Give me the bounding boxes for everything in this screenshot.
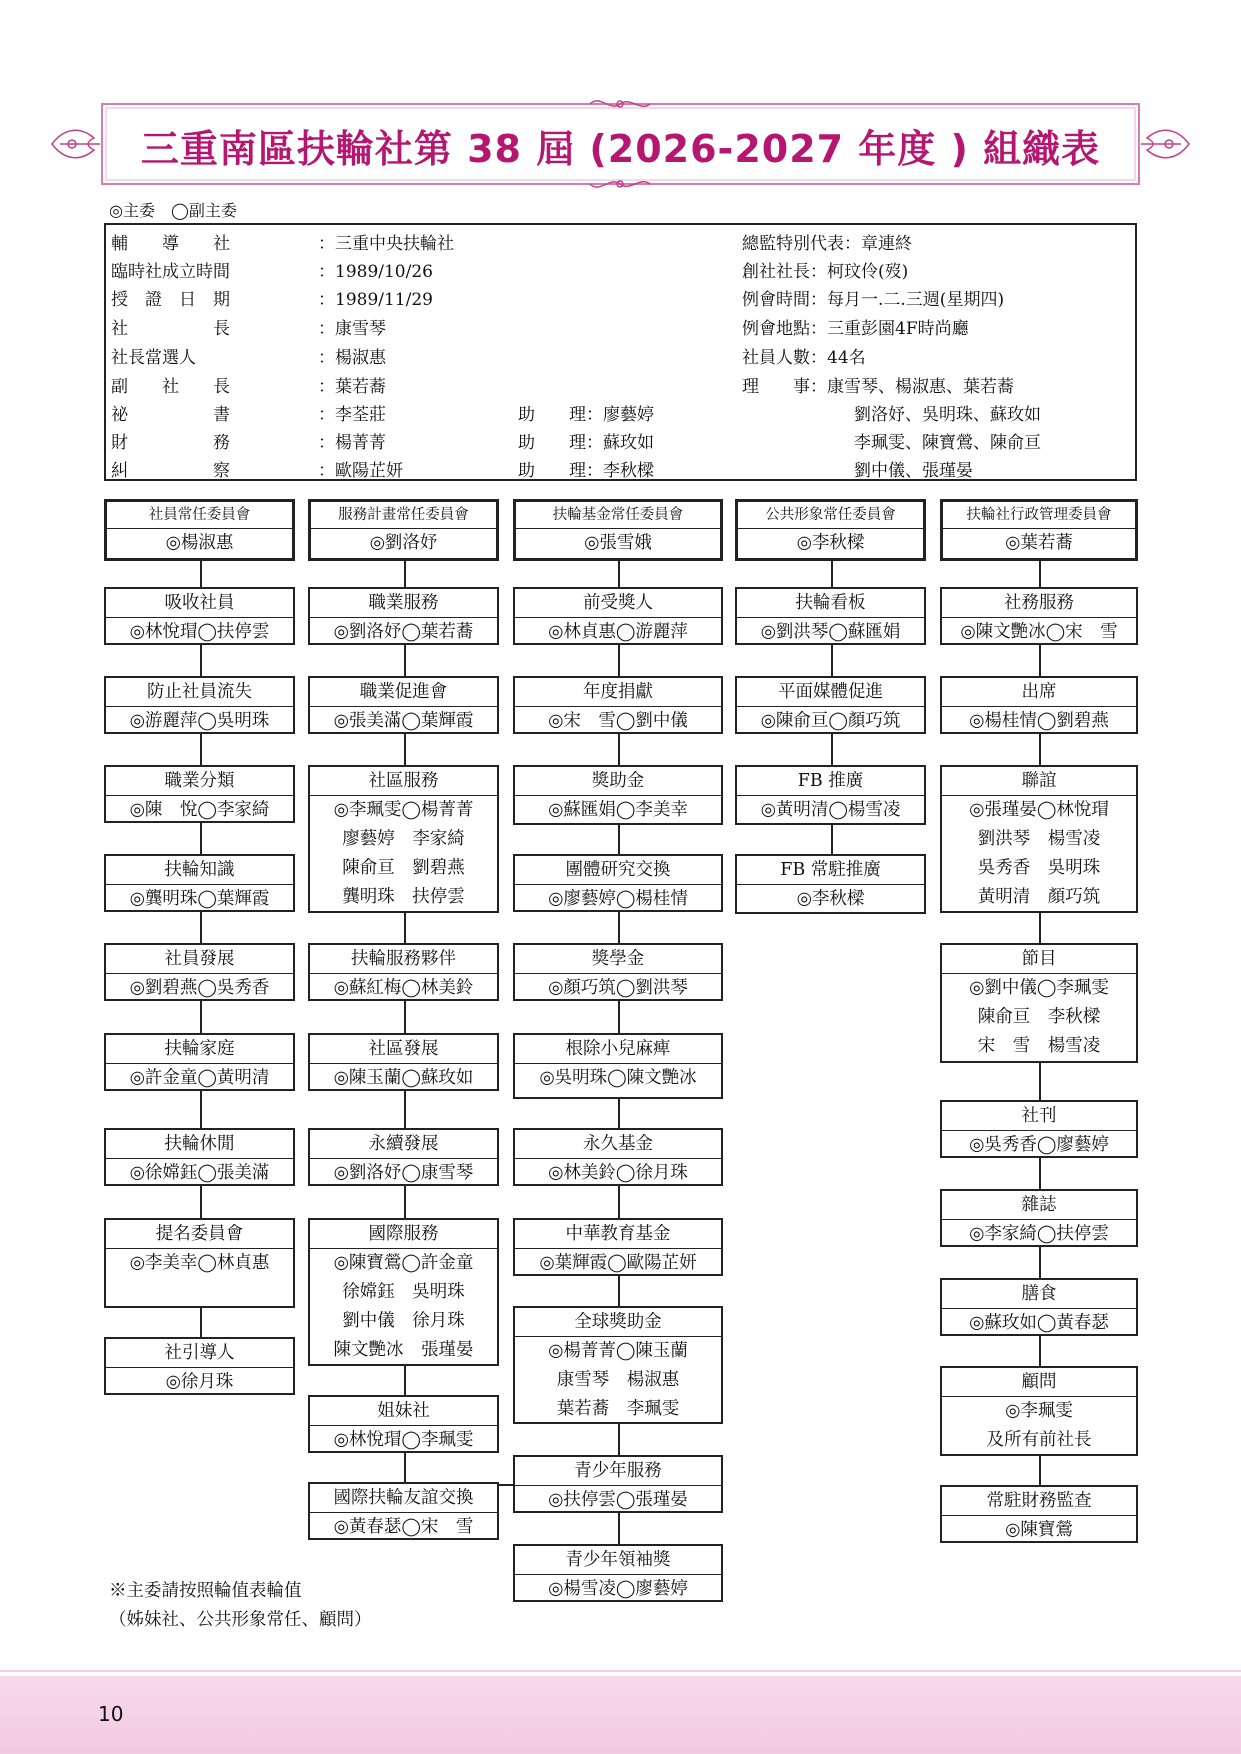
subcommittee-box (940, 1278, 1138, 1336)
subcommittee-members: ◎吳秀香◯廖藝婷 (969, 1135, 1109, 1155)
page-number: 10 (98, 1702, 124, 1726)
subcommittee-members: ◎張瑾晏◯林悅瑁 劉洪琴 楊雪凌 吳秀香 吳明珠 黃明清 顏巧筑 (969, 800, 1109, 907)
connector-line (1039, 1063, 1041, 1100)
subcommittee-box (940, 1485, 1138, 1543)
subcommittee-members: ◎吳明珠◯陳文艷冰 (539, 1068, 697, 1088)
subcommittee-name: 扶輪知識 (106, 856, 293, 885)
connector-line (618, 1099, 620, 1128)
subcommittee-name: 社務服務 (942, 589, 1136, 618)
info-assistant: 助 理：廖藝婷 (518, 405, 654, 425)
committee-name: 公共形象常任委員會 (738, 502, 923, 529)
subcommittee-name: 扶輪家庭 (106, 1035, 293, 1064)
subcommittee-members: ◎宋 雪◯劉中儀 (548, 711, 688, 731)
subcommittee-name: 提名委員會 (106, 1220, 293, 1249)
subcommittee-members: ◎陳文艷冰◯宋 雪 (960, 622, 1118, 642)
info-label: 授 證 日 期 (111, 290, 230, 310)
subcommittee-name: 扶輪看板 (737, 589, 924, 618)
connector-line (1039, 913, 1041, 943)
subcommittee-members: ◎蘇紅梅◯林美鈴 (333, 978, 474, 998)
info-value: ：楊淑惠 (318, 348, 386, 368)
subcommittee-box (308, 765, 499, 913)
subcommittee-box (735, 765, 926, 825)
subcommittee-name: 全球獎助金 (515, 1308, 721, 1337)
subcommittee-name: 社區發展 (310, 1035, 497, 1064)
info-value: ：歐陽芷妍 (318, 461, 403, 481)
club-info-box (104, 223, 1137, 481)
subcommittee-members: ◎楊雪凌◯廖藝婷 (548, 1579, 688, 1599)
connector-line (200, 645, 202, 676)
connector-line (831, 734, 833, 765)
subcommittee-box (940, 1366, 1138, 1456)
subcommittee-name: 顧問 (942, 1368, 1136, 1397)
connector-line (618, 1001, 620, 1033)
subcommittee-members: ◎林悅瑁◯扶停雲 (129, 622, 270, 642)
connector-line (200, 734, 202, 765)
committee-name: 社員常任委員會 (107, 502, 292, 529)
info-assistant: 助 理：蘇玫如 (518, 433, 654, 453)
subcommittee-members: ◎林美鈴◯徐月珠 (548, 1163, 688, 1183)
subcommittee-name: 社員發展 (106, 945, 293, 974)
subcommittee-box (104, 943, 295, 1001)
info-value: ：楊菁菁 (318, 433, 386, 453)
footer-band (0, 1676, 1241, 1754)
connector-line (404, 1366, 406, 1395)
subcommittee-members: ◎黃明清◯楊雪凌 (760, 800, 901, 820)
subcommittee-name: 出席 (942, 678, 1136, 707)
subcommittee-members: ◎劉碧燕◯吳秀香 (129, 978, 270, 998)
connector-line (831, 645, 833, 676)
subcommittee-name: 職業促進會 (310, 678, 497, 707)
info-assistant: 助 理：李秋樑 (518, 461, 654, 481)
subcommittee-box (513, 1306, 723, 1424)
info-label: 財 務 (111, 433, 230, 453)
connector-line (1039, 1158, 1041, 1189)
subcommittee-box (104, 676, 295, 734)
connector-line (404, 561, 406, 587)
subcommittee-box (104, 1218, 295, 1308)
connector-line (1039, 561, 1041, 587)
subcommittee-box (513, 1128, 723, 1186)
subcommittee-members: ◎扶停雲◯張瑾晏 (548, 1490, 688, 1510)
subcommittee-box (513, 765, 723, 825)
info-right: 例會時間：每月一.二.三週(星期四) (742, 290, 1005, 310)
subcommittee-box (735, 587, 926, 645)
subcommittee-members: ◎游麗萍◯吳明珠 (129, 711, 270, 731)
info-label: 副 社 長 (111, 377, 230, 397)
subcommittee-name: 社引導人 (106, 1339, 293, 1368)
subcommittee-box (940, 1189, 1138, 1247)
subcommittee-name: 國際扶輪友誼交換 (310, 1484, 497, 1513)
info-label: 糾 察 (111, 461, 230, 481)
subcommittee-members: ◎李秋樑 (796, 889, 865, 909)
subcommittee-box (513, 943, 723, 1001)
connector-line (200, 1186, 202, 1218)
page-title: 三重南區扶輪社第 38 屆 (2026-2027 年度 ) 組織表 (140, 127, 1101, 171)
subcommittee-box (308, 943, 499, 1001)
connector-line (618, 1513, 620, 1544)
subcommittee-box (513, 854, 723, 912)
subcommittee-box (308, 1218, 499, 1366)
subcommittee-box (104, 854, 295, 912)
subcommittee-name: 吸收社員 (106, 589, 293, 618)
subcommittee-name: 國際服務 (310, 1220, 497, 1249)
subcommittee-name: 永續發展 (310, 1130, 497, 1159)
connector-line (618, 561, 620, 587)
subcommittee-members: ◎陳寶鶯 (1005, 1520, 1073, 1540)
subcommittee-name: 社刊 (942, 1102, 1136, 1131)
info-directors: 劉洛妤、吳明珠、蘇玫如 (854, 405, 1041, 425)
subcommittee-members: ◎林貞惠◯游麗萍 (548, 622, 688, 642)
subcommittee-name: 聯誼 (942, 767, 1136, 796)
connector-line (404, 645, 406, 676)
info-right: 總監特別代表：章連終 (742, 234, 912, 254)
subcommittee-members: ◎陳 悅◯李家綺 (129, 800, 270, 820)
connector-line (200, 1001, 202, 1033)
info-value: ：1989/10/26 (318, 262, 433, 282)
info-value: ：1989/11/29 (318, 290, 433, 310)
info-right: 理 事：康雪琴、楊淑惠、葉若蕎 (742, 377, 1014, 397)
subcommittee-name: 青少年服務 (515, 1457, 721, 1486)
committee-box (735, 499, 926, 561)
committee-chair: ◎劉洛妤 (369, 533, 438, 553)
subcommittee-members: ◎陳俞亘◯顏巧筑 (760, 711, 901, 731)
subcommittee-name: 雜誌 (942, 1191, 1136, 1220)
subcommittee-members: ◎許金童◯黃明清 (129, 1068, 270, 1088)
subcommittee-members: ◎李珮雯 及所有前社長 (986, 1401, 1092, 1450)
connector-line (618, 645, 620, 676)
connector-line (200, 1091, 202, 1128)
connector-line (200, 823, 202, 854)
committee-box (308, 499, 499, 561)
subcommittee-box (308, 587, 499, 645)
subcommittee-box (308, 1033, 499, 1091)
subcommittee-members: ◎劉中儀◯李珮雯 陳俞亘 李秋樑 宋 雪 楊雪凌 (969, 978, 1109, 1056)
subcommittee-name: 永久基金 (515, 1130, 721, 1159)
subcommittee-name: 防止社員流失 (106, 678, 293, 707)
subcommittee-name: 獎學金 (515, 945, 721, 974)
connector-line (499, 1484, 513, 1486)
connector-line (618, 1276, 620, 1306)
info-label: 社長當選人 (111, 348, 196, 368)
connector-line (404, 913, 406, 943)
subcommittee-members: ◎徐嫦鈺◯張美滿 (129, 1163, 270, 1183)
subcommittee-name: 扶輪服務夥伴 (310, 945, 497, 974)
connector-line (1039, 1336, 1041, 1366)
subcommittee-members: ◎劉洛妤◯葉若蕎 (333, 622, 474, 642)
info-label: 輔 導 社 (111, 234, 230, 254)
connector-line (200, 1308, 202, 1337)
subcommittee-box (940, 1100, 1138, 1158)
connector-line (618, 734, 620, 765)
connector-line (404, 734, 406, 765)
info-label: 臨時社成立時間 (111, 262, 230, 282)
connector-line (200, 561, 202, 587)
subcommittee-box (104, 1337, 295, 1395)
subcommittee-members: ◎顏巧筑◯劉洪琴 (548, 978, 688, 998)
connector-line (404, 1001, 406, 1033)
subcommittee-box (940, 676, 1138, 734)
subcommittee-name: 常駐財務監查 (942, 1487, 1136, 1516)
subcommittee-name: 扶輪休閒 (106, 1130, 293, 1159)
subcommittee-name: 團體研究交換 (515, 856, 721, 885)
subcommittee-name: 青少年領袖獎 (515, 1546, 721, 1575)
info-label: 祕 書 (111, 405, 230, 425)
subcommittee-members: ◎徐月珠 (165, 1372, 234, 1392)
subcommittee-name: 前受獎人 (515, 589, 721, 618)
subcommittee-members: ◎黃春瑟◯宋 雪 (333, 1517, 474, 1537)
subcommittee-box (940, 765, 1138, 913)
committee-box (513, 499, 723, 561)
subcommittee-members: ◎陳玉蘭◯蘇玫如 (333, 1068, 474, 1088)
subcommittee-box (104, 1128, 295, 1186)
subcommittee-name: 中華教育基金 (515, 1220, 721, 1249)
info-value: ：三重中央扶輪社 (318, 234, 454, 254)
subcommittee-members: ◎林悅瑁◯李珮雯 (333, 1430, 474, 1450)
connector-line (831, 825, 833, 854)
committee-chair: ◎楊淑惠 (165, 533, 234, 553)
subcommittee-box (308, 1482, 499, 1540)
subcommittee-name: 平面媒體促進 (737, 678, 924, 707)
connector-line (404, 1186, 406, 1218)
subcommittee-name: FB 推廣 (737, 767, 924, 796)
connector-line (618, 825, 620, 854)
subcommittee-members: ◎李家綺◯扶停雲 (969, 1224, 1109, 1244)
connector-line (404, 1453, 406, 1482)
subcommittee-members: ◎劉洪琴◯蘇匯娟 (760, 622, 901, 642)
committee-chair: ◎張雪娥 (584, 533, 652, 553)
subcommittee-members: ◎廖藝婷◯楊桂情 (548, 889, 688, 909)
subcommittee-members: ◎李美幸◯林貞惠 (129, 1253, 270, 1273)
subcommittee-box (735, 676, 926, 734)
info-label: 社 長 (111, 319, 230, 339)
note-line: （姊妹社、公共形象常任、顧問） (109, 1610, 372, 1630)
info-directors: 李珮雯、陳寶鶯、陳俞亘 (854, 433, 1041, 453)
subcommittee-box (308, 676, 499, 734)
subcommittee-members: ◎蘇匯娟◯李美幸 (548, 800, 688, 820)
subcommittee-members: ◎龔明珠◯葉輝霞 (129, 889, 270, 909)
subcommittee-box (104, 1033, 295, 1091)
subcommittee-box (308, 1395, 499, 1453)
connector-line (618, 1424, 620, 1455)
subcommittee-box (513, 1033, 723, 1099)
subcommittee-box (513, 676, 723, 734)
subcommittee-box (940, 587, 1138, 645)
subcommittee-members: ◎葉輝霞◯歐陽芷妍 (539, 1253, 697, 1273)
subcommittee-name: 職業服務 (310, 589, 497, 618)
committee-chair: ◎李秋樑 (796, 533, 865, 553)
subcommittee-name: 職業分類 (106, 767, 293, 796)
committee-box (940, 499, 1138, 561)
committee-name: 服務計畫常任委員會 (311, 502, 496, 529)
subcommittee-members: ◎張美滿◯葉輝霞 (333, 711, 474, 731)
info-value: ：葉若蕎 (318, 377, 386, 397)
subcommittee-name: 姐妹社 (310, 1397, 497, 1426)
connector-line (1039, 1247, 1041, 1278)
subcommittee-name: 社區服務 (310, 767, 497, 796)
note-line: ※主委請按照輪值表輪值 (109, 1581, 302, 1601)
info-right: 社員人數：44名 (742, 348, 866, 368)
info-directors: 劉中儀、張瑾晏 (854, 461, 973, 481)
info-value: ：李荃莊 (318, 405, 386, 425)
subcommittee-members: ◎楊菁菁◯陳玉蘭 康雪琴 楊淑惠 葉若蕎 李珮雯 (548, 1341, 688, 1419)
connector-line (831, 561, 833, 587)
footer-divider (0, 1670, 1241, 1672)
info-right: 創社社長：柯玟伶(歿) (742, 262, 909, 282)
committee-chair: ◎葉若蕎 (1005, 533, 1073, 553)
legend: ◎主委 ◯副主委 (109, 201, 237, 220)
subcommittee-name: 獎助金 (515, 767, 721, 796)
subcommittee-name: 膳食 (942, 1280, 1136, 1309)
subcommittee-members: ◎劉洛妤◯康雪琴 (333, 1163, 474, 1183)
subcommittee-name: FB 常駐推廣 (737, 856, 924, 885)
info-value: ：康雪琴 (318, 319, 386, 339)
info-right: 例會地點：三重彭園4F時尚廳 (742, 319, 969, 339)
connector-line (1039, 645, 1041, 676)
subcommittee-members: ◎陳寶鶯◯許金童 徐嫦鈺 吳明珠 劉中儀 徐月珠 陳文艷冰 張瑾晏 (333, 1253, 474, 1360)
subcommittee-box (513, 1218, 723, 1276)
connector-line (404, 1091, 406, 1128)
committee-name: 扶輪基金常任委員會 (516, 502, 720, 529)
subcommittee-members: ◎李珮雯◯楊菁菁 廖藝婷 李家綺 陳俞亘 劉碧燕 龔明珠 扶停雲 (333, 800, 474, 907)
connector-line (1039, 734, 1041, 765)
connector-line (618, 912, 620, 943)
subcommittee-box (940, 943, 1138, 1063)
subcommittee-box (104, 765, 295, 823)
committee-name: 扶輪社行政管理委員會 (943, 502, 1135, 529)
subcommittee-members: ◎楊桂情◯劉碧燕 (969, 711, 1109, 731)
subcommittee-box (735, 854, 926, 914)
subcommittee-name: 根除小兒麻痺 (515, 1035, 721, 1064)
connector-line (1039, 1456, 1041, 1485)
connector-line (200, 912, 202, 943)
subcommittee-box (104, 587, 295, 645)
connector-line (618, 1186, 620, 1218)
subcommittee-box (513, 587, 723, 645)
subcommittee-box (308, 1128, 499, 1186)
subcommittee-box (513, 1544, 723, 1602)
subcommittee-name: 年度捐獻 (515, 678, 721, 707)
committee-box (104, 499, 295, 561)
subcommittee-name: 節目 (942, 945, 1136, 974)
subcommittee-members: ◎蘇玫如◯黃春瑟 (969, 1313, 1109, 1333)
subcommittee-box (513, 1455, 723, 1513)
